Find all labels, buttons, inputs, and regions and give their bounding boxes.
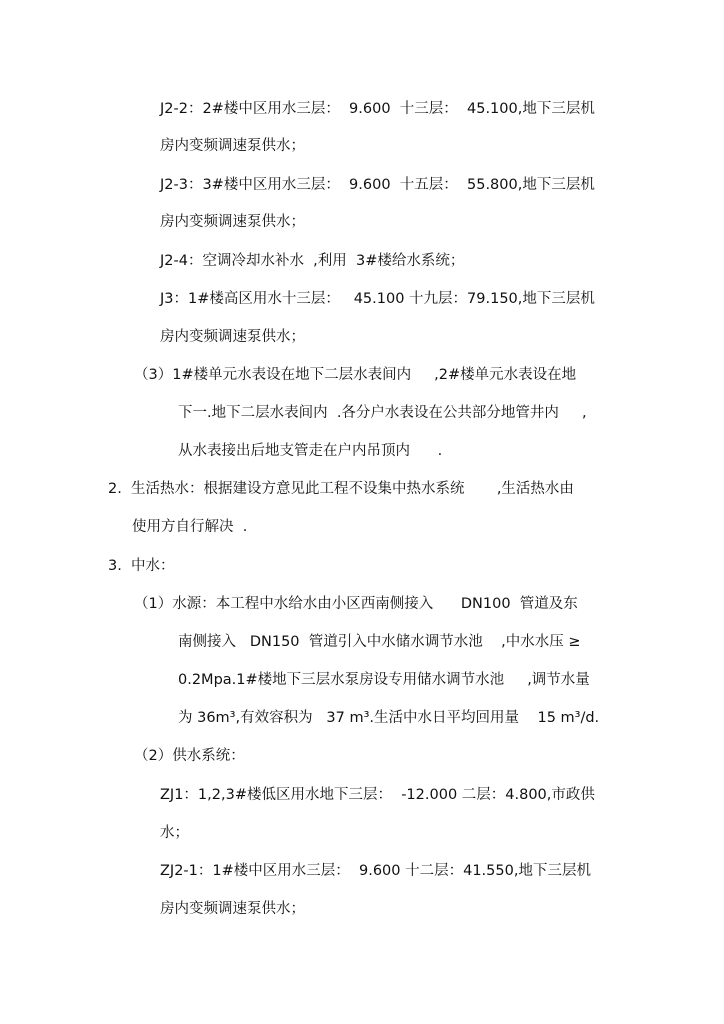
text-line: J2-3：3#楼中区用水三层： 9.600 十五层： 55.800,地下三层机: [160, 177, 595, 193]
text-line: （1）水源：本工程中水给水由小区西南侧接入 DN100 管道及东: [134, 596, 578, 612]
text-line: 从水表接出后地支管走在户内吊顶内 .: [178, 443, 443, 459]
text-line: J3：1#楼高区用水十三层： 45.100 十九层：79.150,地下三层机: [160, 291, 595, 307]
text-line: 房内变频调速泵供水；: [160, 214, 305, 230]
text-line: （2）供水系统：: [134, 748, 245, 764]
text-line: ZJ1：1,2,3#楼低区用水地下三层： -12.000 二层：4.800,市政供: [160, 787, 595, 803]
text-line: 使用方自行解决 .: [132, 519, 248, 535]
text-line: 3. 中水：: [108, 558, 175, 574]
text-line: ZJ2-1：1#楼中区用水三层： 9.600 十二层：41.550,地下三层机: [160, 863, 591, 879]
text-line: 房内变频调速泵供水；: [160, 138, 305, 154]
text-line: （3）1#楼单元水表设在地下二层水表间内 ,2#楼单元水表设在地: [134, 367, 577, 383]
text-line: 下一.地下二层水表间内 .各分户水表设在公共部分地管井内 ,: [178, 405, 587, 421]
text-line: 0.2Mpa.1#楼地下三层水泵房设专用储水调节水池 ,调节水量: [178, 672, 590, 688]
text-line: 水；: [160, 825, 189, 841]
text-line: 房内变频调速泵供水；: [160, 329, 305, 345]
text-line: J2-4：空调冷却水补水 ,利用 3#楼给水系统；: [160, 253, 465, 269]
text-line: 房内变频调速泵供水；: [160, 901, 305, 917]
text-line: J2-2：2#楼中区用水三层： 9.600 十三层： 45.100,地下三层机: [160, 101, 595, 117]
text-line: 2. 生活热水：根据建设方意见此工程不设集中热水系统 ,生活热水由: [108, 481, 574, 497]
text-line: 南侧接入 DN150 管道引入中水储水调节水池 ,中水水压 ≥: [178, 634, 581, 650]
text-line: 为 36m³,有效容积为 37 m³.生活中水日平均回用量 15 m³/d.: [178, 710, 600, 726]
